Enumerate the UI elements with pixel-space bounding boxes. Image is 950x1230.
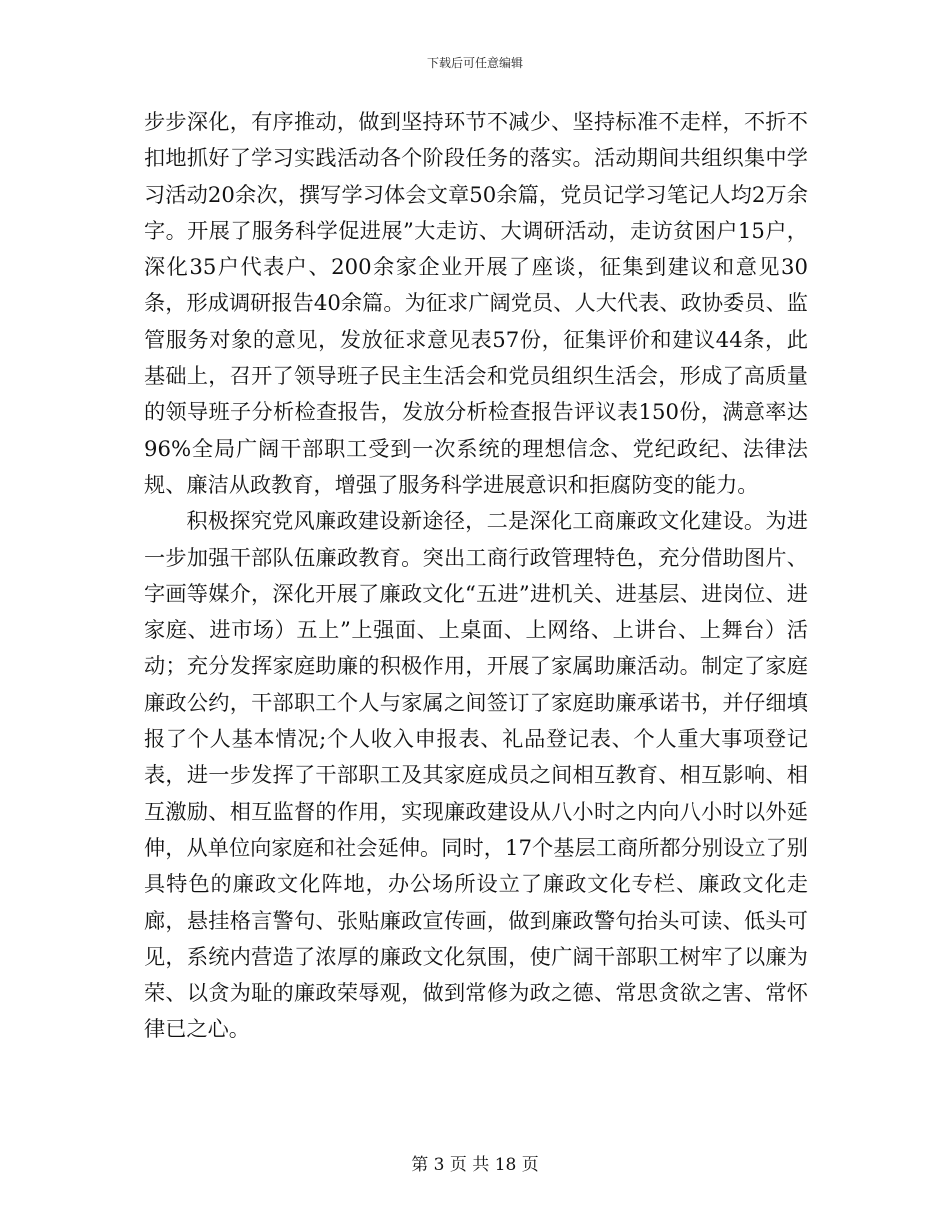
paragraph-2: 积极探究党风廉政建设新途径，二是深化工商廉政文化建设。为进一步加强干部队伍廉政教育。突出工商行政管理特色，充分借助图片、字画等媒介，深化开展了廉政文化“五进”进机关、进基层、进岗位、进家庭、进市场）五上”上强面、上桌面、上网络、上讲台、上舞台）活动；充分发挥家庭助廉的积极作用，开展了家属助廉活动。制定了家庭廉政公约，干部职工个人与家属之间签订了家庭助廉承诺书，并仔细填报了个人基本情况;个人收入申报表、礼品登记表、个人重大事项登记表，进一步发挥了干部职工及其家庭成员之间相互教育、相互影响、相互激励、相互监督的作用，实现廉政建设从八小时之内向八小时以外延伸，从单位向家庭和社会延伸。同时，17个基层工商所都分别设立了别具特色的廉政文化阵地，办公场所设立了廉政文化专栏、廉政文化走廊，悬挂格言警句、张贴廉政宣传画，做到廉政警句抬头可读、低头可见，系统内营造了浓厚的廉政文化氛围，使广阔干部职工树牢了以廉为荣、以贪为耻的廉政荣辱观，做到常修为政之德、常思贪欲之害、常怀律已之心。 xyxy=(144,508,808,1042)
page-header: 下载后可任意编辑 xyxy=(426,56,523,70)
document-body xyxy=(144,104,808,1048)
page-footer: 第 3 页 共 18 页 xyxy=(411,1155,539,1175)
paragraph-1: 步步深化，有序推动，做到坚持环节不减少、坚持标准不走样，不折不扣地抓好了学习实践活动各个阶段任务的落实。活动期间共组织集中学习活动20余次，撰写学习体会文章50余篇，党员记学习笔记人均2万余字。开展了服务科学促进展”大走访、大调研活动，走访贫困户15户，深化35户代表户、200余家企业开展了座谈，征集到建议和意见30条，形成调研报告40余篇。为征求广阔党员、人大代表、政协委员、监管服务对象的意见，发放征求意见表57份，征集评价和建议44条，此基础上，召开了领导班子民主生活会和党员组织生活会，形成了高质量的领导班子分析检查报告，发放分析检查报告评议表150份，满意率达96%全局广阔干部职工受到一次系统的理想信念、党纪政纪、法律法规、廉洁从政教育，增强了服务科学进展意识和拒腐防变的能力。 xyxy=(144,109,808,497)
